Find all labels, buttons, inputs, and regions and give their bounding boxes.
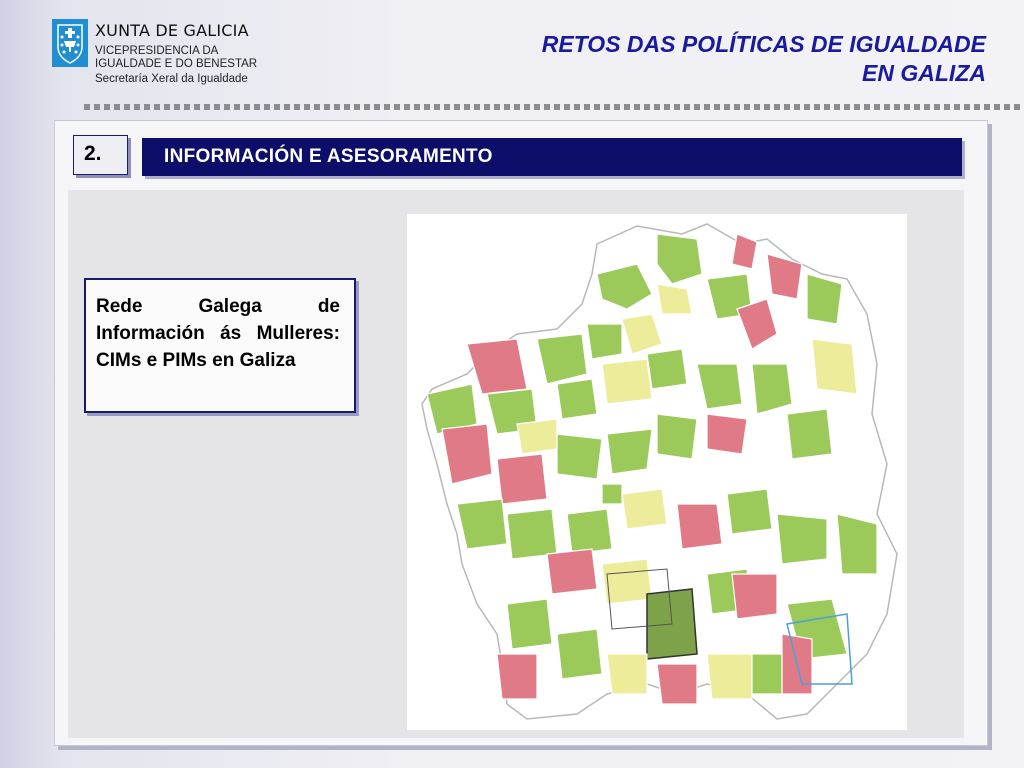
- slide-title-line-1: RETOS DAS POLÍTICAS DE IGUALDADE: [541, 31, 986, 57]
- org-line-1: VICEPRESIDENCIA DA: [95, 45, 219, 57]
- slide-title-line-2: EN GALIZA: [862, 60, 986, 86]
- org-name: XUNTA DE GALICIA: [95, 21, 249, 40]
- map-graphic: [407, 214, 907, 730]
- org-line-2: IGUALDADE E DO BENESTAR: [95, 58, 258, 70]
- info-text: Rede Galega de Información ás Mulleres: CIMs e PIMs en Galiza: [96, 296, 340, 371]
- logo: [52, 19, 302, 89]
- section-number-box: [73, 135, 128, 175]
- org-line-3: Secretaría Xeral da Igualdade: [95, 73, 248, 85]
- section-heading: INFORMACIÓN E ASESORAMENTO: [164, 146, 493, 167]
- dotted-divider: [84, 104, 1024, 110]
- section-header-bar: [142, 138, 962, 176]
- section-number: 2.: [84, 142, 102, 165]
- galicia-municipalities-map: [407, 214, 907, 730]
- info-text-box: [84, 278, 356, 413]
- galicia-coat-of-arms-icon: [52, 19, 88, 67]
- slide-title: [542, 30, 986, 88]
